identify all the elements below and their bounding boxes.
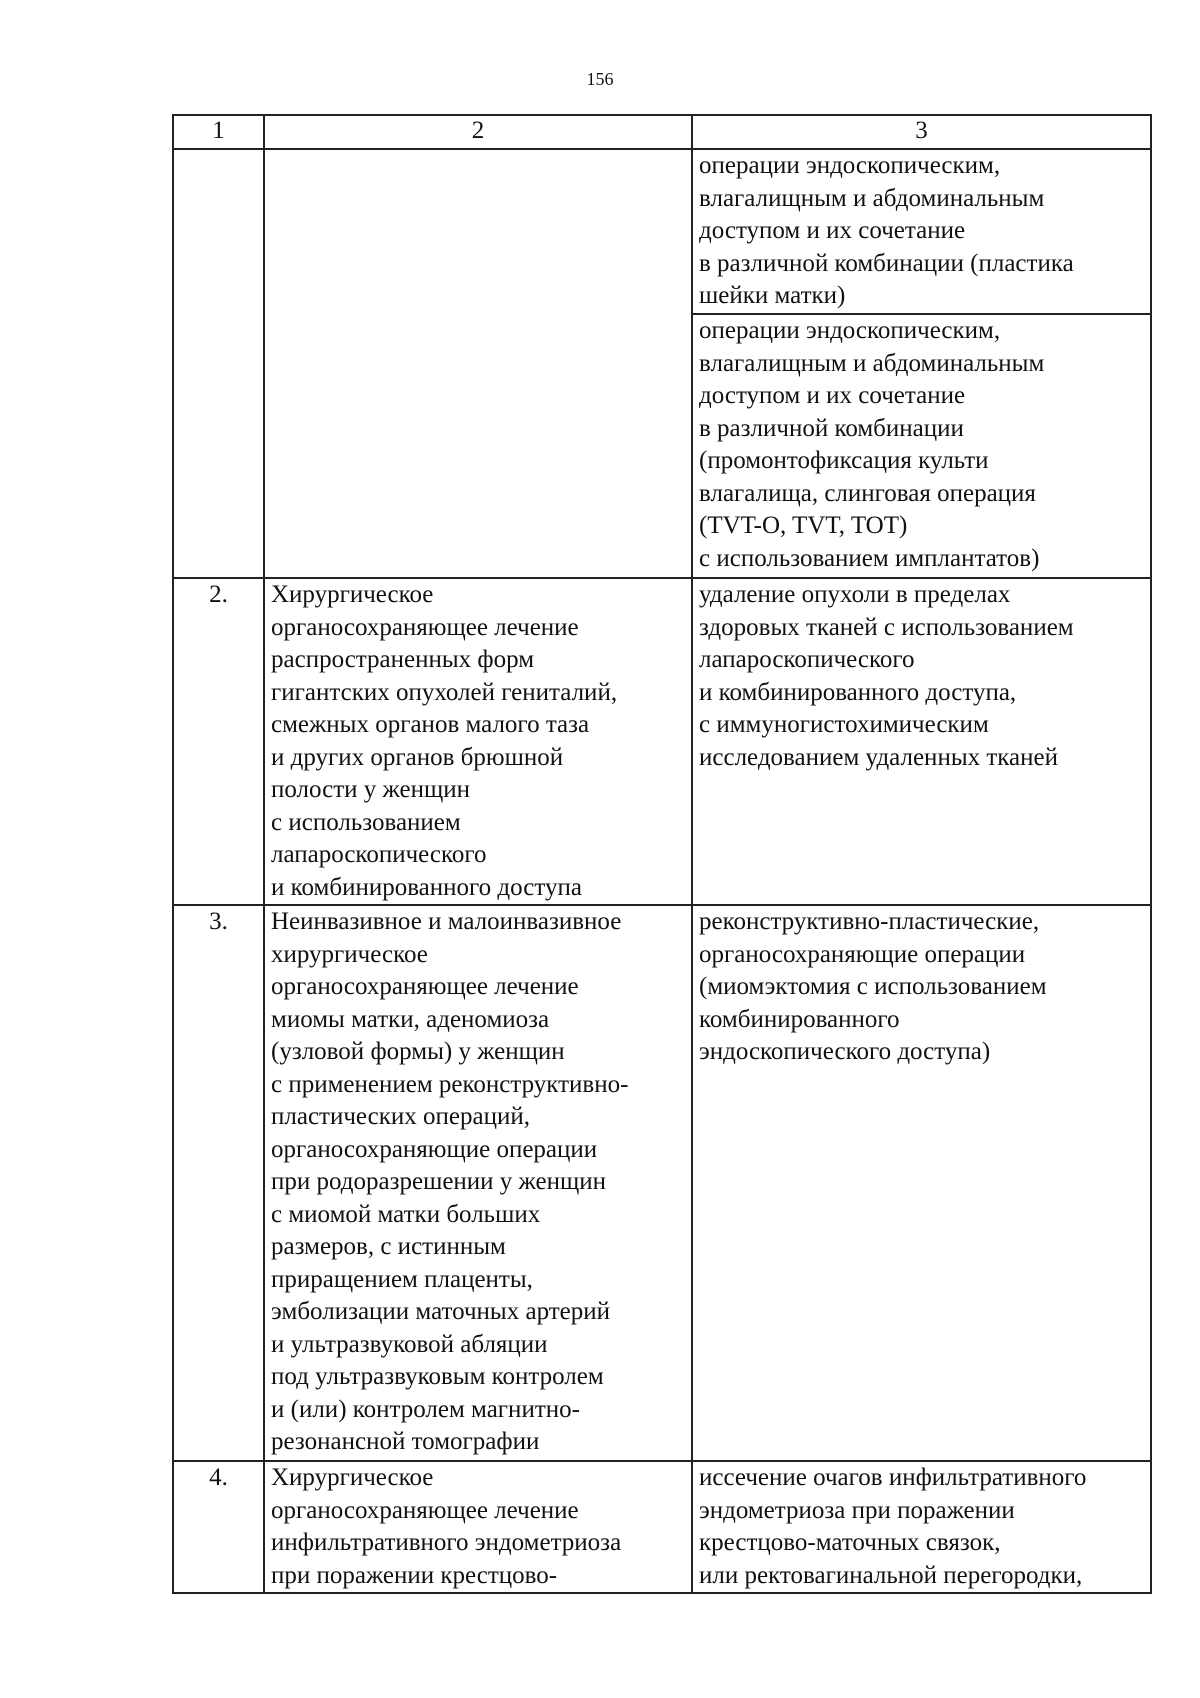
method-cell [692, 905, 1151, 1461]
method-line: органосохраняющие операции [699, 940, 1026, 968]
page-number: 156 [586, 69, 614, 89]
description-line: эмболизации маточных артерий [271, 1298, 611, 1325]
description-line: размеров, с истинным [271, 1233, 506, 1260]
method-line: (промонтофиксация культи [699, 447, 989, 474]
description-line: и (или) контролем магнитно- [271, 1395, 580, 1423]
method-line: удаление опухоли в пределах [699, 581, 1011, 608]
method-line: с использованием имплантатов) [699, 544, 1040, 572]
method-line: лапароскопического [699, 646, 915, 673]
description-line: с применением реконструктивно- [271, 1070, 629, 1098]
description-line: гигантских опухолей гениталий, [271, 678, 618, 706]
description-cell [264, 905, 692, 1461]
description-cell [264, 578, 692, 905]
method-line: эндоскопического доступа) [699, 1038, 991, 1065]
description-line: при родоразрешении у женщин [271, 1168, 606, 1195]
method-line: крестцово-маточных связок, [699, 1529, 1001, 1556]
method-cell [692, 149, 1151, 314]
header-cell-2: 2 [264, 115, 692, 149]
method-line: доступом и их сочетание [699, 217, 966, 244]
description-line: приращением плаценты, [271, 1265, 533, 1293]
description-cell [264, 149, 692, 578]
description-line: инфильтративного эндометриоза [271, 1529, 622, 1556]
method-line: эндометриоза при поражении [699, 1496, 1015, 1524]
method-line: в различной комбинации [699, 414, 964, 442]
description-cell [264, 1461, 692, 1593]
table-row [173, 905, 1151, 1461]
description-line: лапароскопического [271, 841, 487, 868]
method-line: операции эндоскопическим, [699, 152, 1001, 179]
description-line: органосохраняющее лечение [271, 973, 579, 1000]
table-row [173, 1461, 1151, 1593]
description-line: и комбинированного доступа [271, 873, 582, 901]
description-line: с использованием [271, 808, 461, 836]
description-line: и других органов брюшной [271, 743, 564, 771]
method-line: с иммуногистохимическим [699, 711, 989, 738]
description-line: органосохраняющее лечение [271, 613, 579, 641]
method-cell [692, 578, 1151, 905]
row-number: 3. [173, 905, 264, 1461]
description-line: под ультразвуковым контролем [271, 1363, 604, 1390]
number-cell [173, 149, 264, 578]
description-line: смежных органов малого таза [271, 711, 590, 738]
description-line: миомы матки, аденомиоза [271, 1005, 550, 1033]
method-line: реконструктивно-пластические, [699, 908, 1040, 935]
description-line: Неинвазивное и малоинвазивное [271, 908, 622, 935]
method-line: здоровых тканей с использованием [699, 613, 1074, 641]
description-line: распространенных форм [271, 646, 535, 673]
description-line: пластических операций, [271, 1103, 530, 1130]
method-line: операции эндоскопическим, [699, 317, 1001, 344]
method-line: или ректовагинальной перегородки, [699, 1561, 1083, 1589]
description-line: Хирургическое [271, 1464, 434, 1491]
description-line: резонансной томографии [271, 1428, 540, 1455]
method-line: (TVT-O, TVT, TOT) [699, 512, 908, 539]
table-row [173, 578, 1151, 905]
method-line: влагалища, слинговая операция [699, 479, 1036, 507]
description-line: органосохраняющее лечение [271, 1496, 579, 1524]
description-line: полости у женщин [271, 776, 470, 803]
table-row [173, 149, 1151, 314]
method-cell [692, 1461, 1151, 1593]
method-line: и комбинированного доступа, [699, 678, 1017, 706]
method-line: исследованием удаленных тканей [699, 743, 1059, 771]
table-header-row [173, 115, 1151, 149]
method-line: комбинированного [699, 1005, 900, 1033]
method-line: доступом и их сочетание [699, 382, 966, 409]
method-cell [692, 314, 1151, 578]
services-table [172, 114, 1152, 1594]
method-line: шейки матки) [699, 282, 846, 309]
method-line: влагалищным и абдоминальным [699, 349, 1045, 377]
row-number: 4. [173, 1461, 264, 1593]
description-line: и ультразвуковой абляции [271, 1330, 548, 1358]
description-line: с миомой матки больших [271, 1200, 541, 1228]
header-cell-3: 3 [692, 115, 1151, 149]
description-line: (узловой формы) у женщин [271, 1038, 565, 1065]
description-line: при поражении крестцово- [271, 1561, 558, 1589]
description-line: Хирургическое [271, 581, 434, 608]
method-line: (миомэктомия с использованием [699, 973, 1047, 1000]
description-line: хирургическое [271, 940, 428, 968]
header-cell-1: 1 [173, 115, 264, 149]
row-number: 2. [173, 578, 264, 905]
method-line: в различной комбинации (пластика [699, 249, 1074, 277]
method-line: влагалищным и абдоминальным [699, 184, 1045, 212]
description-line: органосохраняющие операции [271, 1135, 598, 1163]
method-line: иссечение очагов инфильтративного [699, 1464, 1087, 1491]
